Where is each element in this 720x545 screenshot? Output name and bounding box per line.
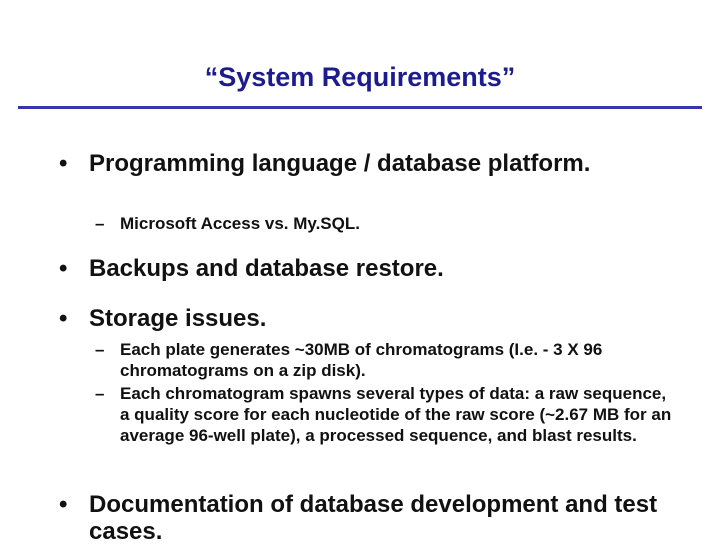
- subbullet-chromatogram-data: [95, 383, 675, 446]
- subbullet-marker: –: [95, 214, 105, 233]
- subbullet-text: Microsoft Access vs. My.SQL.: [120, 214, 360, 233]
- subbullet-text: Each plate generates ~30MB of chromatograms (I.e. - 3 X 96 chromatograms on a zip disk).: [120, 340, 603, 380]
- bullet-marker: •: [59, 491, 68, 518]
- bullet-programming-language: [59, 150, 689, 177]
- subbullet-plate-size: [95, 339, 675, 381]
- bullet-documentation: [59, 491, 709, 545]
- bullet-marker: •: [59, 150, 68, 177]
- bullet-storage-issues: [59, 305, 689, 332]
- bullet-backups: [59, 255, 689, 282]
- subbullet-marker: –: [95, 340, 105, 359]
- subbullet-marker: –: [95, 384, 105, 403]
- title-underline: [18, 106, 702, 109]
- slide-title: “System Requirements”: [204, 62, 516, 92]
- bullet-text: Backups and database restore.: [89, 255, 444, 282]
- bullet-marker: •: [59, 305, 68, 332]
- bullet-marker: •: [59, 255, 68, 282]
- subbullet-text: Each chromatogram spawns several types of data: a raw sequence, a quality score for each nucleotide of the raw score (~2.67 MB for an average 96-well plate), a processed sequence, and blast results.: [120, 384, 672, 445]
- bullet-text: Documentation of database development and test cases.: [89, 491, 658, 545]
- bullet-text: Programming language / database platform.: [89, 150, 591, 177]
- bullet-text: Storage issues.: [89, 305, 267, 332]
- subbullet-access-vs-mysql: [95, 213, 680, 234]
